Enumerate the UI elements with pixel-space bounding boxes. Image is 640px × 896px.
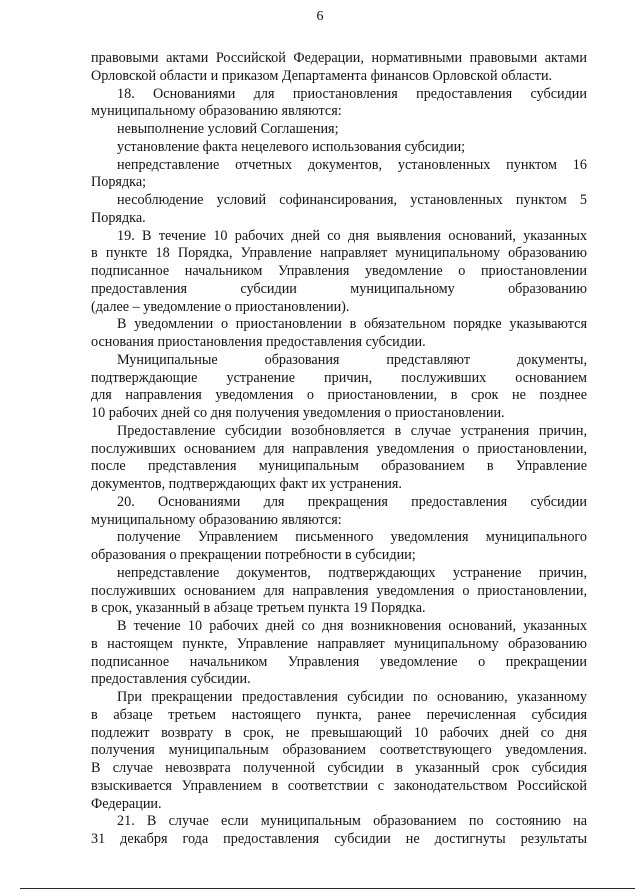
text-line: (далее – уведомление о приостановлении). [91, 298, 350, 315]
text-line: непредставление отчетных документов, установленных пунктом 16 [117, 156, 587, 173]
text-line: муниципальному образованию являются: [91, 511, 342, 528]
text-line: Орловской области и приказом Департамента финансов Орловской области. [91, 67, 553, 84]
text-line: Муниципальные образования представляют документы, [117, 351, 587, 368]
text-line: в абзаце третьем настоящего пункта, ранее перечисленная субсидия [91, 706, 587, 723]
text-line: Предоставление субсидии возобновляется в случае устранения причин, [117, 422, 587, 439]
text-line: послуживших основанием для направления уведомления о приостановлении, [91, 440, 587, 457]
text-line: Порядка; [91, 174, 147, 191]
text-line: подписанное начальником Управления уведомление о прекращении [91, 653, 587, 670]
text-line: в срок, указанный в абзаце третьем пункта 19 Порядка. [91, 600, 426, 617]
text-line: в настоящем пункте, Управление направляет муниципальному образованию [91, 635, 587, 652]
text-line: 20. Основаниями для прекращения предоставления субсидии [117, 493, 587, 510]
text-line: При прекращении предоставления субсидии по основанию, указанному [117, 689, 587, 705]
text-line: взыскивается Управлением в соответствии с законодательством Российской [91, 777, 587, 794]
text-line: подписанное начальником Управления уведомление о приостановлении [91, 263, 587, 279]
text-line: после представления муниципальным образованием в Управление [91, 458, 587, 475]
text-line: 31 декабря года предоставления субсидии не достигнуты результаты [91, 831, 587, 847]
text-line: невыполнение условий Соглашения; [117, 121, 339, 137]
page-number: 6 [316, 9, 324, 24]
text-line: в пункте 18 Порядка, Управление направляет муниципальному образованию [91, 245, 587, 262]
text-line: В течение 10 рабочих дней со дня возникновения оснований, указанных [117, 618, 587, 634]
text-line: 18. Основаниями для приостановления предоставления субсидии [117, 85, 587, 102]
text-line: образования о прекращении потребности в субсидии; [91, 547, 416, 563]
text-line: послуживших основанием для направления уведомления о приостановлении, [91, 582, 587, 599]
text-line: несоблюдение условий софинансирования, установленных пунктом 5 [117, 192, 587, 208]
text-line: 19. В течение 10 рабочих дней со дня выявления оснований, указанных [117, 227, 587, 244]
bottom-rule [20, 888, 635, 889]
text-line: Федерации. [91, 795, 162, 812]
text-line: предоставления субсидии. [91, 671, 251, 688]
text-line: документов, подтверждающих факт их устранения. [91, 476, 402, 492]
text-line: предоставления субсидии муниципальному образованию [91, 280, 587, 297]
text-line: Порядка. [91, 209, 146, 226]
document-body [91, 50, 587, 849]
text-line: получения муниципальным образованием соответствующего уведомления. [91, 742, 587, 759]
text-line: 21. В случае если муниципальным образованием по состоянию на [117, 813, 587, 830]
text-line: подлежит возврату в срок, не превышающий 10 рабочих дней со дня [91, 724, 587, 741]
text-line: подтверждающие устранение причин, послуживших основанием [91, 369, 587, 386]
text-line: муниципальному образованию являются: [91, 103, 342, 120]
text-line: правовыми актами Российской Федерации, нормативными правовыми актами [91, 50, 587, 66]
text-line: получение Управлением письменного уведомления муниципального [117, 529, 587, 546]
text-line: основания приостановления предоставления субсидии. [91, 334, 426, 350]
text-line: непредставление документов, подтверждающих устранение причин, [117, 564, 587, 581]
text-line: В уведомлении о приостановлении в обязательном порядке указываются [117, 316, 587, 333]
text-line: В случае невозврата полученной субсидии в указанный срок субсидия [91, 760, 587, 776]
text-line: 10 рабочих дней со дня получения уведомления о приостановлении. [91, 405, 505, 421]
text-line: установление факта нецелевого использования субсидии; [117, 138, 466, 155]
text-line: для направления уведомления о приостановлении, в срок не позднее [91, 387, 587, 404]
